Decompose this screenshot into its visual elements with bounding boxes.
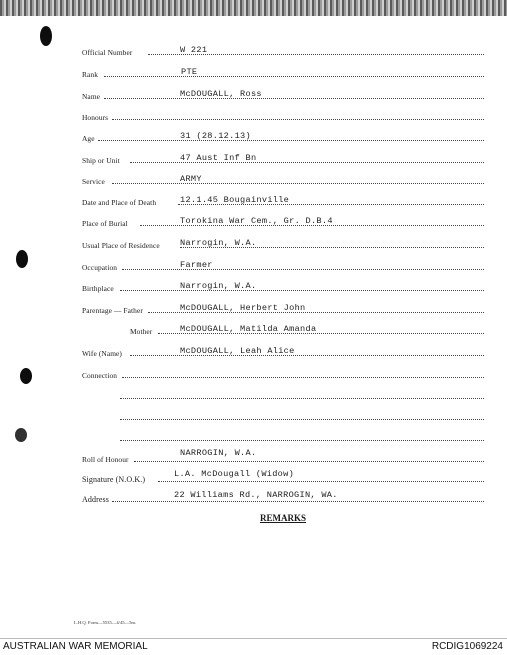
name-value: McDOUGALL, Ross [180,89,262,99]
wife-value: McDOUGALL, Leah Alice [180,346,295,356]
footer-record-id: RCDIG1069224 [431,641,503,652]
parentage-father-label: Parentage — Father [82,306,143,315]
punch-hole-icon [40,26,52,46]
official-number-label: Official Number [82,48,133,57]
address-rule [112,501,484,502]
wife-label: Wife (Name) [82,349,122,358]
occupation-rule [122,269,484,270]
date-place-of-death-label: Date and Place of Death [82,198,157,207]
remarks-heading: REMARKS [260,513,307,523]
address-label: Address [82,495,109,504]
roll-of-honour-value: NARROGIN, W.A. [180,448,257,458]
occupation-label: Occupation [82,263,118,272]
name-label: Name [82,92,101,101]
occupation-value: Farmer [180,260,213,270]
connection-label: Connection [82,371,118,380]
service-rule [112,183,484,184]
rank-label: Rank [82,70,99,79]
signature-nok-value: L.A. McDougall (Widow) [174,469,295,479]
service-label: Service [82,177,105,186]
birthplace-value: Narrogin, W.A. [180,281,257,291]
date-place-of-death-value: 12.1.45 Bougainville [180,195,290,205]
signature-nok-rule [158,481,484,482]
roll-of-honour-rule [134,461,484,462]
punch-hole-icon [15,428,27,442]
honours-rule [112,119,484,120]
parentage-mother-label: Mother [130,327,153,336]
age-label: Age [82,134,95,143]
age-rule [98,140,484,141]
scan-edge-strip [0,0,507,16]
address-value: 22 Williams Rd., NARROGIN, WA. [174,490,338,500]
rank-rule [104,76,484,77]
birthplace-label: Birthplace [82,284,114,293]
place-of-burial-value: Torokina War Cem., Gr. D.B.4 [180,216,333,226]
birthplace-rule [120,290,484,291]
ship-or-unit-value: 47 Aust Inf Bn [180,153,257,163]
footer-institution: AUSTRALIAN WAR MEMORIAL [3,641,148,652]
connection-rule-3 [120,419,484,420]
name-rule [104,98,484,99]
rank-value: PTE [181,67,198,77]
connection-rule-4 [120,440,484,441]
parentage-mother-value: McDOUGALL, Matilda Amanda [180,324,317,334]
connection-rule-2 [120,398,484,399]
punch-hole-icon [20,368,32,384]
parentage-father-value: McDOUGALL, Herbert John [180,303,306,313]
ship-or-unit-label: Ship or Unit [82,156,120,165]
place-of-burial-label: Place of Burial [82,219,128,228]
service-value: ARMY [180,174,202,184]
honours-label: Honours [82,113,109,122]
usual-place-of-residence-label: Usual Place of Residence [82,241,160,250]
signature-nok-label: Signature (N.O.K.) [82,475,146,484]
printer-mark: L.H.Q. Form—5535—4/45—5m. [74,620,137,625]
usual-place-of-residence-value: Narrogin, W.A. [180,238,257,248]
age-value: 31 (28.12.13) [180,131,251,141]
roll-of-honour-label: Roll of Honour [82,455,129,464]
punch-hole-icon [16,250,28,268]
official-number-value: W 221 [180,45,208,55]
connection-rule [122,377,484,378]
